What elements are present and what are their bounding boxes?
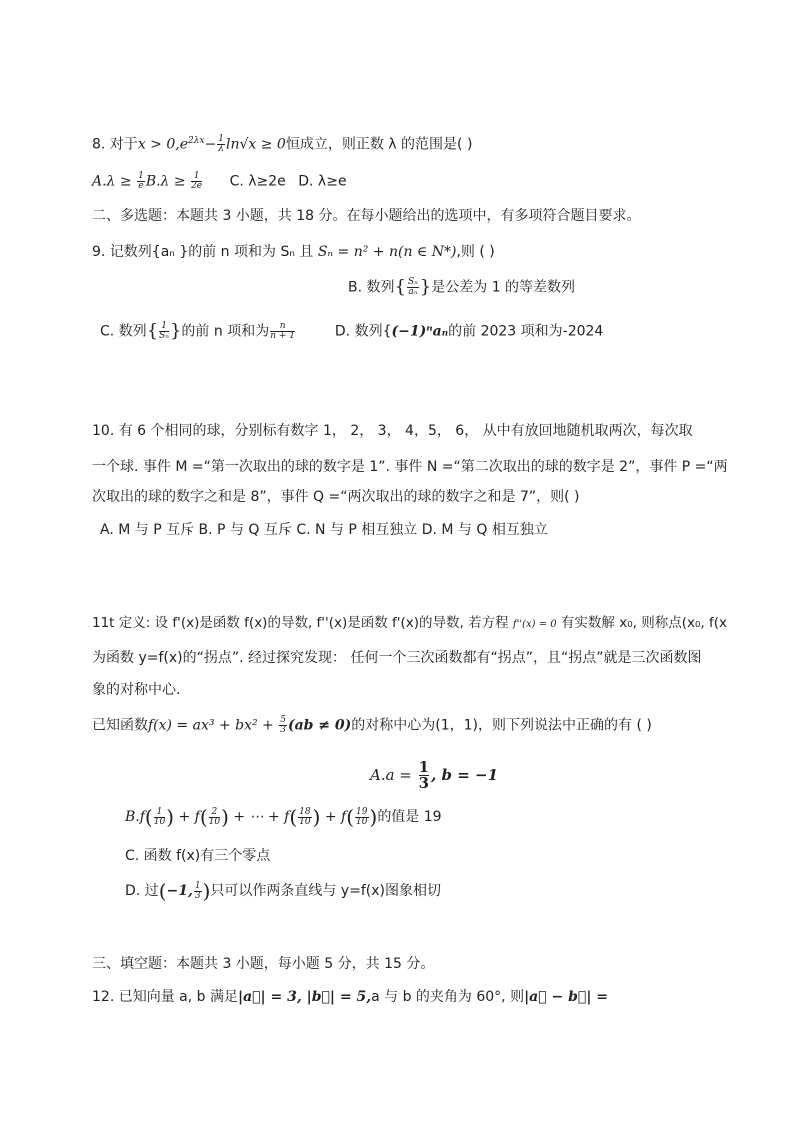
q9-c-num: 1 bbox=[159, 322, 169, 332]
q11-line-3: 象的对称中心. bbox=[92, 682, 181, 698]
q12-formula-1: |a⃗| = 3, |b⃗| = 5, bbox=[237, 989, 372, 1005]
q11-b-t1-den: 10 bbox=[153, 816, 166, 827]
section-2-heading: 二、多选题：本题共 3 小题，共 18 分。在每小题给出的选项中，有多项符合题目要求。 bbox=[92, 208, 641, 224]
q11-b-t2-num: 2 bbox=[209, 808, 220, 818]
q8-option-a-frac bbox=[137, 172, 145, 191]
q8-b-num: 1 bbox=[191, 172, 202, 182]
q11-a-num: 1 bbox=[418, 758, 430, 776]
q9-c-brace-left: { bbox=[146, 320, 159, 342]
q11-b-t4-num: 19 bbox=[356, 806, 368, 817]
q9-b-prefix: B. 数列 bbox=[348, 279, 395, 296]
q12-stem bbox=[92, 988, 608, 1006]
q8-option-b-frac bbox=[191, 172, 202, 191]
q10-line-1: 10. 有 6 个相同的球，分别标有数字 1， 2， 3， 4，5， 6， 从中有放回地随机取两次，每次取 bbox=[92, 423, 693, 439]
q12-formula-2: |a⃗ − b⃗| = bbox=[524, 989, 609, 1005]
q9-formula: Sₙ = n² + n(n ∈ N*) bbox=[317, 244, 457, 260]
q11-line1-a: 11t 定义: 设 f'(x)是函数 f(x)的导数, f''(x)是函数 f'(x)的导数, 若方程 bbox=[92, 615, 513, 631]
q11-line4-a: 已知函数 bbox=[92, 717, 148, 734]
q8-suffix: 恒成立，则正数 λ 的范围是( ) bbox=[285, 136, 473, 153]
q11-function-frac bbox=[279, 716, 287, 735]
q8-ln: ln√x ≥ 0 bbox=[225, 136, 286, 153]
q11-line1-b: 有实数解 x₀, 则称点(x₀, f(x bbox=[556, 615, 727, 631]
q11-fn-den: 3 bbox=[280, 725, 286, 735]
q9-c-frac bbox=[159, 322, 169, 341]
q8-option-b: B.λ ≥ bbox=[145, 173, 191, 190]
q11-b-t4-den: 10 bbox=[356, 816, 368, 827]
q8-exponent: 2λx bbox=[188, 136, 205, 146]
q8-option-a: A.λ ≥ bbox=[92, 173, 137, 190]
q8-minus: − bbox=[204, 136, 217, 153]
q9-c-den: Sₙ bbox=[159, 331, 169, 341]
q11-b-t3-den: 10 bbox=[299, 816, 311, 827]
q11-line-1 bbox=[92, 614, 727, 634]
q11-d-frac bbox=[194, 882, 202, 901]
q11-d-den: 3 bbox=[194, 890, 201, 901]
q9-b-frac bbox=[407, 278, 419, 297]
q8-option-d: D. λ≥e bbox=[298, 173, 347, 190]
q10-options: A. M 与 P 互斥 B. P 与 Q 互斥 C. N 与 P 相互独立 D. M 与 Q 相互独立 bbox=[100, 522, 548, 538]
q9-b-suffix: 是公差为 1 的等差数列 bbox=[431, 279, 576, 296]
q11-option-c: C. 函数 f(x)有三个零点 bbox=[125, 848, 271, 864]
q8-options bbox=[92, 172, 347, 191]
q11-b-term4 bbox=[355, 808, 368, 827]
q8-frac-num: 1 bbox=[218, 134, 224, 145]
q9-b-den: aₙ bbox=[408, 287, 418, 297]
q8-e: e bbox=[179, 136, 188, 153]
q11-b-mid: + ⋯ + f bbox=[233, 809, 290, 825]
q11-b-term1 bbox=[154, 808, 165, 827]
q9-d-suffix: 的前 2023 项和为-2024 bbox=[448, 323, 604, 340]
q11-d-num: 1 bbox=[194, 880, 201, 891]
q11-b-label: B.f bbox=[125, 809, 145, 825]
q9-c-sum-frac bbox=[270, 322, 295, 341]
q9-c-prefix: C. 数列 bbox=[100, 323, 147, 340]
q11-b-suffix: 的值是 19 bbox=[377, 809, 442, 825]
q11-line1-eq: f''(x) = 0 bbox=[512, 619, 557, 630]
q11-b-t2-den: 10 bbox=[208, 816, 221, 827]
q9-d-prefix: D. 数列{ bbox=[334, 323, 392, 340]
section-3-heading: 三、填空题：本题共 3 小题，每小题 5 分，共 15 分。 bbox=[92, 956, 435, 972]
q8-a-num: 1 bbox=[138, 171, 144, 181]
q11-function-cond: (ab ≠ 0) bbox=[287, 717, 352, 734]
q11-d-prefix: D. 过 bbox=[125, 883, 159, 899]
q11-fn-num: 5 bbox=[280, 715, 286, 725]
q8-option-c: C. λ≥2e bbox=[229, 173, 286, 190]
q11-b-t1-num: 1 bbox=[154, 808, 165, 818]
q9-c-sum-den: n + 1 bbox=[270, 331, 295, 341]
q11-a-frac bbox=[419, 760, 429, 791]
q9-c-mid: 的前 n 项和为 bbox=[181, 323, 270, 340]
q8-frac-den: λ bbox=[218, 144, 224, 155]
q11-a-den: 3 bbox=[418, 774, 430, 792]
q11-b-term3 bbox=[298, 808, 311, 827]
q9-d-formula: (−1)ⁿaₙ bbox=[391, 323, 449, 340]
q11-b-term2 bbox=[209, 808, 220, 827]
q11-option-a bbox=[370, 760, 498, 791]
q11-a-left: A.a = bbox=[370, 766, 417, 784]
q9-c-sum-num: n bbox=[270, 322, 295, 332]
q9-text2: ,则 ( ) bbox=[456, 244, 495, 260]
q8-b-den: 2e bbox=[191, 181, 203, 191]
q9-options-cd bbox=[100, 322, 603, 341]
q10-line-3: 次取出的球的数字之和是 8”，事件 Q =“两次取出的球的数字之和是 7”，则( ) bbox=[92, 489, 580, 505]
q11-line4-b: 的对称中心为(1，1)，则下列说法中正确的有 ( ) bbox=[351, 717, 652, 734]
q11-d-suffix: 只可以作两条直线与 y=f(x)图象相切 bbox=[210, 883, 442, 899]
q11-option-b: B.f( $\frac{1}{10}$ ) + f( $\frac{2}{10}$ ) + ⋯ + f( $\frac{18}{10}$ ) + f( $\frac{19}{10}$ )的值是 19 bbox=[125, 805, 442, 829]
q11-line-2: 为函数 y=f(x)的“拐点”. 经过探究发现： 任何一个三次函数都有“拐点”，且“拐点”就是三次函数图 bbox=[92, 650, 702, 666]
q11-line-4 bbox=[92, 716, 652, 735]
q9-b-brace-right: } bbox=[419, 276, 432, 298]
q11-option-d: D. 过(−1, $\frac{1}{3}$ )只可以作两条直线与 y=f(x)图象相切 bbox=[125, 879, 442, 903]
q8-frac bbox=[217, 135, 225, 154]
q9-text1: 9. 记数列{aₙ }的前 n 项和为 Sₙ 且 bbox=[92, 244, 318, 260]
q11-d-point-x: −1, bbox=[166, 883, 193, 899]
q12-mid: a 与 b 的夹角为 60°, 则 bbox=[371, 989, 525, 1005]
q9-option-b bbox=[348, 278, 575, 297]
q9-c-brace-right: } bbox=[169, 320, 182, 342]
q8-stem bbox=[92, 132, 472, 154]
q11-function: f(x) = ax³ + bx² + bbox=[148, 717, 279, 734]
q9-b-num: Sₙ bbox=[407, 277, 418, 287]
q11-b-t3-num: 18 bbox=[299, 806, 311, 817]
q8-condition: x > 0, bbox=[137, 136, 180, 153]
q9-b-brace-left: { bbox=[394, 276, 406, 298]
q11-a-right: , b = −1 bbox=[431, 766, 499, 784]
q10-line-2: 一个球. 事件 M =“第一次取出的球的数字是 1”. 事件 N =“第二次取出的球的数字是 2”，事件 P =“两 bbox=[92, 459, 728, 475]
q9-stem bbox=[92, 243, 495, 261]
q12-prefix: 12. 已知向量 a, b 满足 bbox=[92, 989, 238, 1005]
q8-prefix: 8. 对于 bbox=[92, 136, 138, 153]
q8-a-den: e bbox=[138, 181, 144, 191]
